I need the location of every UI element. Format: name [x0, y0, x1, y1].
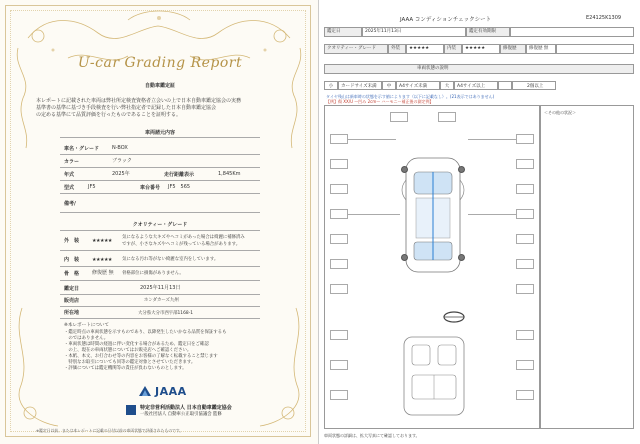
callout-box [330, 234, 348, 244]
callout-box [330, 390, 348, 400]
document-number: E24125K1309 [586, 15, 622, 21]
size-extra-desc: 2個以上 [512, 81, 556, 90]
cert-date-value: 2025年11月13日 [140, 285, 181, 291]
mileage-label: 走行距離表示 [164, 172, 195, 178]
exterior-note-1: 気になるような大キズやヘコミがあった場合は綺麗に補修済み [122, 235, 245, 240]
callout-box [516, 284, 534, 294]
size-mid-label: 中 [382, 81, 396, 90]
shop-value: ホンダカーズ九州 [144, 298, 179, 303]
chassis-value: JF5 565 [168, 184, 191, 190]
association-name-1: 特定非営利活動法人 日本自動車鑑定協会 [140, 405, 232, 411]
sheet-validity-label: 鑑定有効期限 [466, 27, 510, 37]
type-value: JF5 [88, 184, 96, 190]
wheel-rear-right-icon [458, 254, 465, 261]
chassis-label: 車台番号 [140, 185, 161, 191]
grading-certificate [0, 0, 318, 444]
interior-label: 内 装 [64, 257, 80, 263]
sheet-interior-label: 内装 [444, 44, 462, 54]
notice-title: ※本レポートについて [64, 323, 110, 328]
sheet-interior-stars: ★★★★★ [462, 44, 500, 54]
color-value: ブラック [112, 158, 132, 164]
vehicle-condition-title: 車両状態の説明 [324, 64, 634, 74]
steering-wheel-icon [442, 310, 466, 324]
callout-box [516, 330, 534, 340]
address-label: 所在地 [64, 310, 80, 316]
callout-box [330, 209, 348, 219]
callout-box [516, 234, 534, 244]
sheet-title: JAAA コンディションチェックシート [400, 17, 492, 23]
notice-line-2: のではありません。 [64, 336, 109, 341]
callout-box [516, 360, 534, 370]
jaaa-logo-icon [138, 385, 152, 397]
callout-box [390, 112, 408, 122]
certificate-footer: ※鑑定日以前、または本レポートに記載の日付以前の車両状態で評価されたものです。 [36, 428, 184, 433]
notice-line-7: ・評価については鑑定機関等の責任が負わないものとします。 [64, 366, 187, 371]
callout-box [330, 259, 348, 269]
interior-stars: ★★★★★ [92, 257, 112, 263]
callout-box [330, 159, 348, 169]
model-value: N-BOX [112, 145, 128, 151]
callout-box [516, 184, 534, 194]
callout-box [330, 360, 348, 370]
callout-box [516, 390, 534, 400]
size-big-desc: A4サイズ以上 [454, 81, 498, 90]
notes-label: 備考/ [64, 201, 76, 207]
sheet-grade-label: クオリティー・グレード [324, 44, 388, 54]
callout-box [330, 134, 348, 144]
cert-date-label: 鑑定日 [64, 286, 80, 292]
sheet-validity-value [510, 27, 634, 37]
intro-line-3: の定める基準にて品質評価を行ったものであることを証明する。 [36, 112, 182, 118]
association-name-2: 一般社団法人 自動車公正取引協議会 監修 [140, 412, 222, 417]
wheel-front-right-icon [458, 166, 465, 173]
sheet-date-value: 2025年11月13日 [362, 27, 466, 37]
car-interior-view-icon [402, 335, 466, 417]
sheet-repair-label: 修復歴 [500, 44, 526, 54]
certificate-title: U-car Grading Report [77, 55, 243, 71]
callout-box [516, 159, 534, 169]
color-label: カラー [64, 159, 80, 165]
model-label: 車名・グレード [64, 146, 100, 152]
quality-section-title: クオリティー・グレード [132, 222, 188, 228]
exterior-label: 外 装 [64, 238, 80, 244]
repair-label: 骨 格 [64, 271, 80, 277]
sheet-grade-blank [556, 44, 634, 54]
address-value: 大分県大分市西宇部1168-1 [138, 311, 194, 316]
type-label: 型式 [64, 185, 75, 191]
other-remarks-label: ＜その他の状況＞ [544, 110, 576, 115]
callout-box [330, 184, 348, 194]
repair-note: 骨格部位に損傷がありません。 [122, 271, 184, 276]
wheel-rear-left-icon [401, 254, 408, 261]
intro-line-1: 本レポートに記載された車両は弊社所定検査資格者立会いの上で日本自動車鑑定協会の実務 [36, 98, 242, 104]
repair-value: 修復歴 無 [92, 270, 114, 276]
sheet-exterior-label: 外装 [388, 44, 406, 54]
callout-box [330, 284, 348, 294]
notice-line-3: ・車両状態は時間の経過に伴い変化する場合があるため、鑑定日をご確認 [64, 342, 209, 347]
callout-box [516, 259, 534, 269]
size-big-label: 大 [440, 81, 454, 90]
size-mid-desc: A4サイズ未満 [396, 81, 440, 90]
callout-box [438, 112, 456, 122]
mileage-value: 1,845Km [218, 171, 241, 177]
callout-box [516, 134, 534, 144]
year-value: 2025年 [112, 171, 130, 177]
sheet-footer-note: 車両状態の詳細は、拡大写真にて確認しております。 [324, 433, 420, 438]
exterior-stars: ★★★★★ [92, 238, 112, 244]
size-small-desc: カードサイズ未満 [338, 81, 382, 90]
other-remarks-box [540, 105, 634, 429]
condition-check-sheet [318, 0, 640, 444]
jaaa-logo-text: JAAA [155, 385, 187, 398]
vehicle-section-title: 車両諸元内容 [144, 130, 175, 136]
sheet-exterior-stars: ★★★★★ [406, 44, 444, 54]
shop-label: 販売店 [64, 298, 80, 304]
notice-line-5: ・本紙、本文、お打合わせ等の内容をお客様の了解なく転載すること禁じます [64, 354, 218, 359]
intro-line-2: 基準書の基準に基づき手段検査を行い弊社指定者で記録した日本自動車鑑定協会 [36, 105, 217, 111]
association-mark-icon [126, 405, 136, 415]
certificate-subtitle: 自動車鑑定証 [144, 83, 175, 89]
notice-line-6: 特別なお取引についても同等の鑑定対象とさせていただきます。 [64, 360, 196, 365]
year-label: 年式 [64, 172, 75, 178]
wheel-front-left-icon [401, 166, 408, 173]
callout-box [330, 330, 348, 340]
notice-line-4: の上、現在の車両状態についてはお販売店へご確認ください。 [64, 348, 192, 353]
sheet-date-label: 鑑定日 [324, 27, 362, 37]
legend-note-2: 【例】傷 XX/U ～凹み 2cm〜 ハーモニー補正後の測定例】 [326, 99, 434, 104]
sheet-repair-value: 修復歴 無 [526, 44, 556, 54]
interior-note: 気になる汚れ等がない綺麗な室内をしています。 [122, 257, 219, 262]
notice-line-1: ・鑑定時点の車両状態を示すものであり、以降発生したいかなる品質を保証するも [64, 330, 227, 335]
callout-box [516, 209, 534, 219]
exterior-note-2: ですが、小さなキズやヘコミが残っている場合があります。 [122, 242, 241, 247]
size-small-label: 小 [324, 81, 338, 90]
legend-note-1: タイヤ残山は新車時の状態を示す値によります（以下に記載なし）。(21表示ではありません) [326, 94, 495, 99]
